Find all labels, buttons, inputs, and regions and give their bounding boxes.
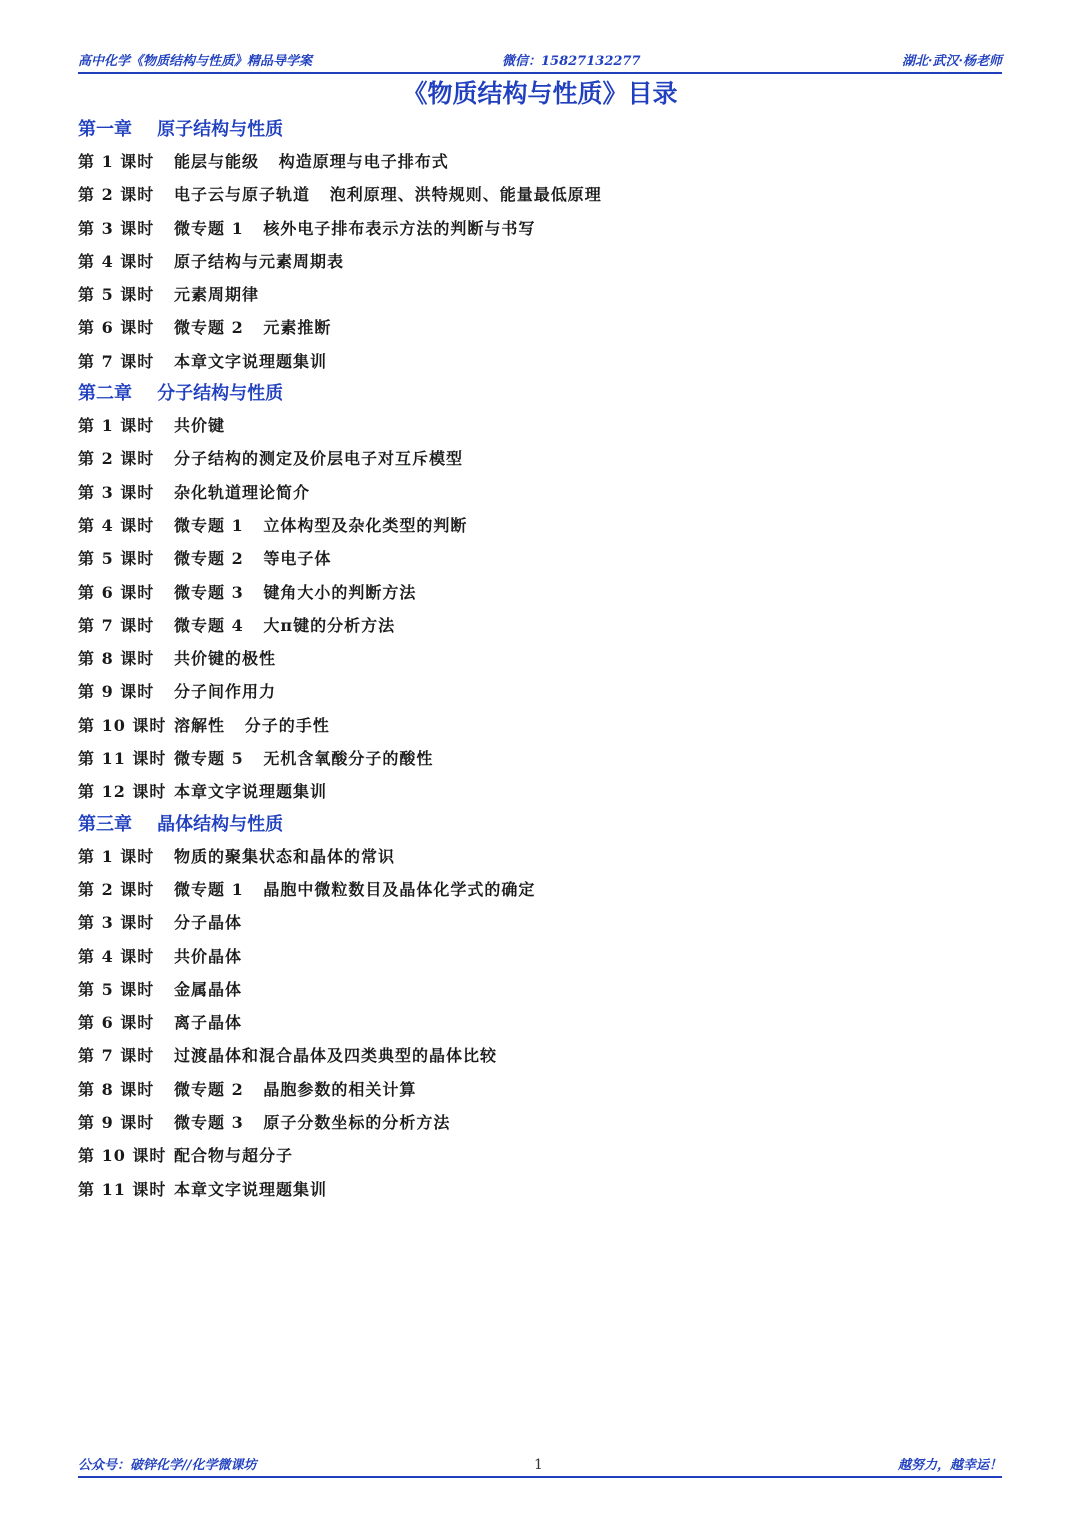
- page-number: 1: [534, 1457, 543, 1473]
- toc-entry: [78, 742, 1002, 775]
- lesson-title: 本章文字说理题集训: [174, 351, 328, 371]
- header-contact: 微信：15827132277: [502, 54, 641, 69]
- toc-entry: [78, 906, 1002, 939]
- lesson-title: 微专题 3 原子分数坐标的分析方法: [174, 1113, 451, 1133]
- lesson-title: 微专题 2 晶胞参数的相关计算: [174, 1079, 417, 1099]
- lesson-number: 第 5 课时: [78, 549, 155, 569]
- lesson-number: 第 4 课时: [78, 515, 155, 535]
- lesson-title: 共价键的极性: [174, 649, 277, 669]
- toc-entry: [78, 642, 1002, 675]
- lesson-title: 金属晶体: [174, 979, 243, 999]
- lesson-title: 能层与能级 构造原理与电子排布式: [174, 152, 449, 171]
- lesson-number: 第 5 课时: [78, 285, 155, 305]
- lesson-number: 第 2 课时: [78, 185, 155, 205]
- lesson-title: 溶解性 分子的手性: [174, 715, 330, 735]
- toc-entry: [78, 1173, 1002, 1206]
- toc-entry: [78, 873, 1002, 906]
- lesson-number: 第 3 课时: [78, 482, 155, 502]
- lesson-number: 第 9 课时: [78, 1113, 155, 1133]
- lesson-title: 电子云与原子轨道 泡利原理、洪特规则、能量最低原理: [174, 185, 602, 205]
- lesson-number: 第 2 课时: [78, 449, 155, 469]
- lesson-number: 第 7 课时: [78, 1046, 155, 1066]
- lesson-number: 第 8 课时: [78, 649, 155, 669]
- lesson-title: 配合物与超分子: [174, 1146, 294, 1166]
- toc-entry: [78, 1139, 1002, 1172]
- lesson-number: 第 6 课时: [78, 582, 155, 602]
- lesson-title: 微专题 3 键角大小的判断方法: [174, 582, 417, 602]
- toc-entry: [78, 940, 1002, 973]
- toc-entry: [78, 1073, 1002, 1106]
- toc-entry: [78, 178, 1002, 211]
- lesson-number: 第 1 课时: [78, 416, 155, 436]
- page-title: 《物质结构与性质》目录: [402, 79, 678, 108]
- toc-entry: [78, 675, 1002, 708]
- lesson-number: 第 3 课时: [78, 218, 155, 238]
- lesson-number: 第 9 课时: [78, 682, 155, 702]
- toc-entry: [78, 245, 1002, 278]
- toc-entry: [78, 542, 1002, 575]
- toc-entry: [78, 775, 1002, 808]
- toc-entry: [78, 709, 1002, 742]
- lesson-number: 第 12 课时: [78, 782, 167, 802]
- lesson-number: 第 10 课时: [78, 1146, 167, 1166]
- lesson-title: 微专题 1 立体构型及杂化类型的判断: [174, 515, 468, 535]
- lesson-title: 分子晶体: [174, 913, 243, 933]
- lesson-title: 微专题 1 晶胞中微粒数目及晶体化学式的确定: [174, 879, 536, 899]
- chapter-heading: 第二章 分子结构与性质: [78, 383, 284, 405]
- lesson-number: 第 6 课时: [78, 318, 155, 338]
- lesson-title: 物质的聚集状态和晶体的常识: [174, 846, 396, 866]
- lesson-title: 本章文字说理题集训: [174, 1179, 328, 1199]
- toc-entry: [78, 311, 1002, 344]
- lesson-number: 第 2 课时: [78, 879, 155, 899]
- lesson-title: 杂化轨道理论简介: [174, 482, 311, 502]
- lesson-number: 第 4 课时: [78, 251, 155, 271]
- toc-entry: [78, 409, 1002, 442]
- page-header: [78, 50, 1002, 74]
- toc-entry: [78, 609, 1002, 642]
- lesson-number: 第 7 课时: [78, 615, 155, 635]
- lesson-title: 元素周期律: [174, 285, 260, 305]
- chapter-heading: 第三章 晶体结构与性质: [78, 813, 284, 835]
- toc-entry: [78, 1006, 1002, 1039]
- lesson-title: 共价键: [174, 416, 226, 436]
- header-course-title: 高中化学《物质结构与性质》精品导学案: [78, 54, 313, 69]
- toc-entry: [78, 442, 1002, 475]
- lesson-number: 第 11 课时: [78, 1179, 167, 1199]
- toc-entry: [78, 840, 1002, 873]
- lesson-number: 第 11 课时: [78, 749, 167, 769]
- lesson-title: 微专题 4 大π键的分析方法: [174, 615, 396, 635]
- lesson-number: 第 10 课时: [78, 715, 167, 735]
- lesson-title: 共价晶体: [174, 946, 243, 966]
- lesson-title: 过渡晶体和混合晶体及四类典型的晶体比较: [174, 1046, 498, 1066]
- toc-entry: [78, 145, 1002, 178]
- lesson-title: 原子结构与元素周期表: [174, 251, 345, 271]
- toc-entry: [78, 212, 1002, 245]
- toc-entry: [78, 509, 1002, 542]
- lesson-number: 第 8 课时: [78, 1079, 155, 1099]
- header-author: 湖北·武汉·杨老师: [901, 54, 1002, 69]
- page-footer: [78, 1454, 1002, 1478]
- lesson-title: 离子晶体: [174, 1013, 243, 1033]
- lesson-number: 第 5 课时: [78, 979, 155, 999]
- lesson-title: 微专题 1 核外电子排布表示方法的判断与书写: [174, 218, 536, 238]
- toc-entry: [78, 1106, 1002, 1139]
- toc-entry: [78, 345, 1002, 378]
- toc-entry: [78, 278, 1002, 311]
- lesson-title: 微专题 2 元素推断: [174, 318, 332, 338]
- footer-motto: 越努力，越幸运！: [897, 1458, 1002, 1473]
- lesson-number: 第 1 课时: [78, 152, 155, 171]
- lesson-title: 分子间作用力: [174, 682, 277, 702]
- toc-entry: [78, 1039, 1002, 1072]
- chapter-heading: 第一章 原子结构与性质: [78, 119, 284, 140]
- lesson-number: 第 3 课时: [78, 913, 155, 933]
- footer-account: 公众号：破锌化学//化学微课坊: [78, 1458, 257, 1473]
- lesson-number: 第 4 课时: [78, 946, 155, 966]
- lesson-title: 微专题 2 等电子体: [174, 549, 332, 569]
- lesson-title: 分子结构的测定及价层电子对互斥模型: [174, 449, 464, 469]
- lesson-number: 第 6 课时: [78, 1013, 155, 1033]
- toc-entry: [78, 973, 1002, 1006]
- lesson-title: 本章文字说理题集训: [174, 782, 328, 802]
- lesson-title: 微专题 5 无机含氧酸分子的酸性: [174, 749, 434, 769]
- lesson-number: 第 7 课时: [78, 351, 155, 371]
- toc-entry: [78, 476, 1002, 509]
- table-of-contents: [78, 114, 1002, 1206]
- lesson-number: 第 1 课时: [78, 846, 155, 866]
- toc-entry: [78, 576, 1002, 609]
